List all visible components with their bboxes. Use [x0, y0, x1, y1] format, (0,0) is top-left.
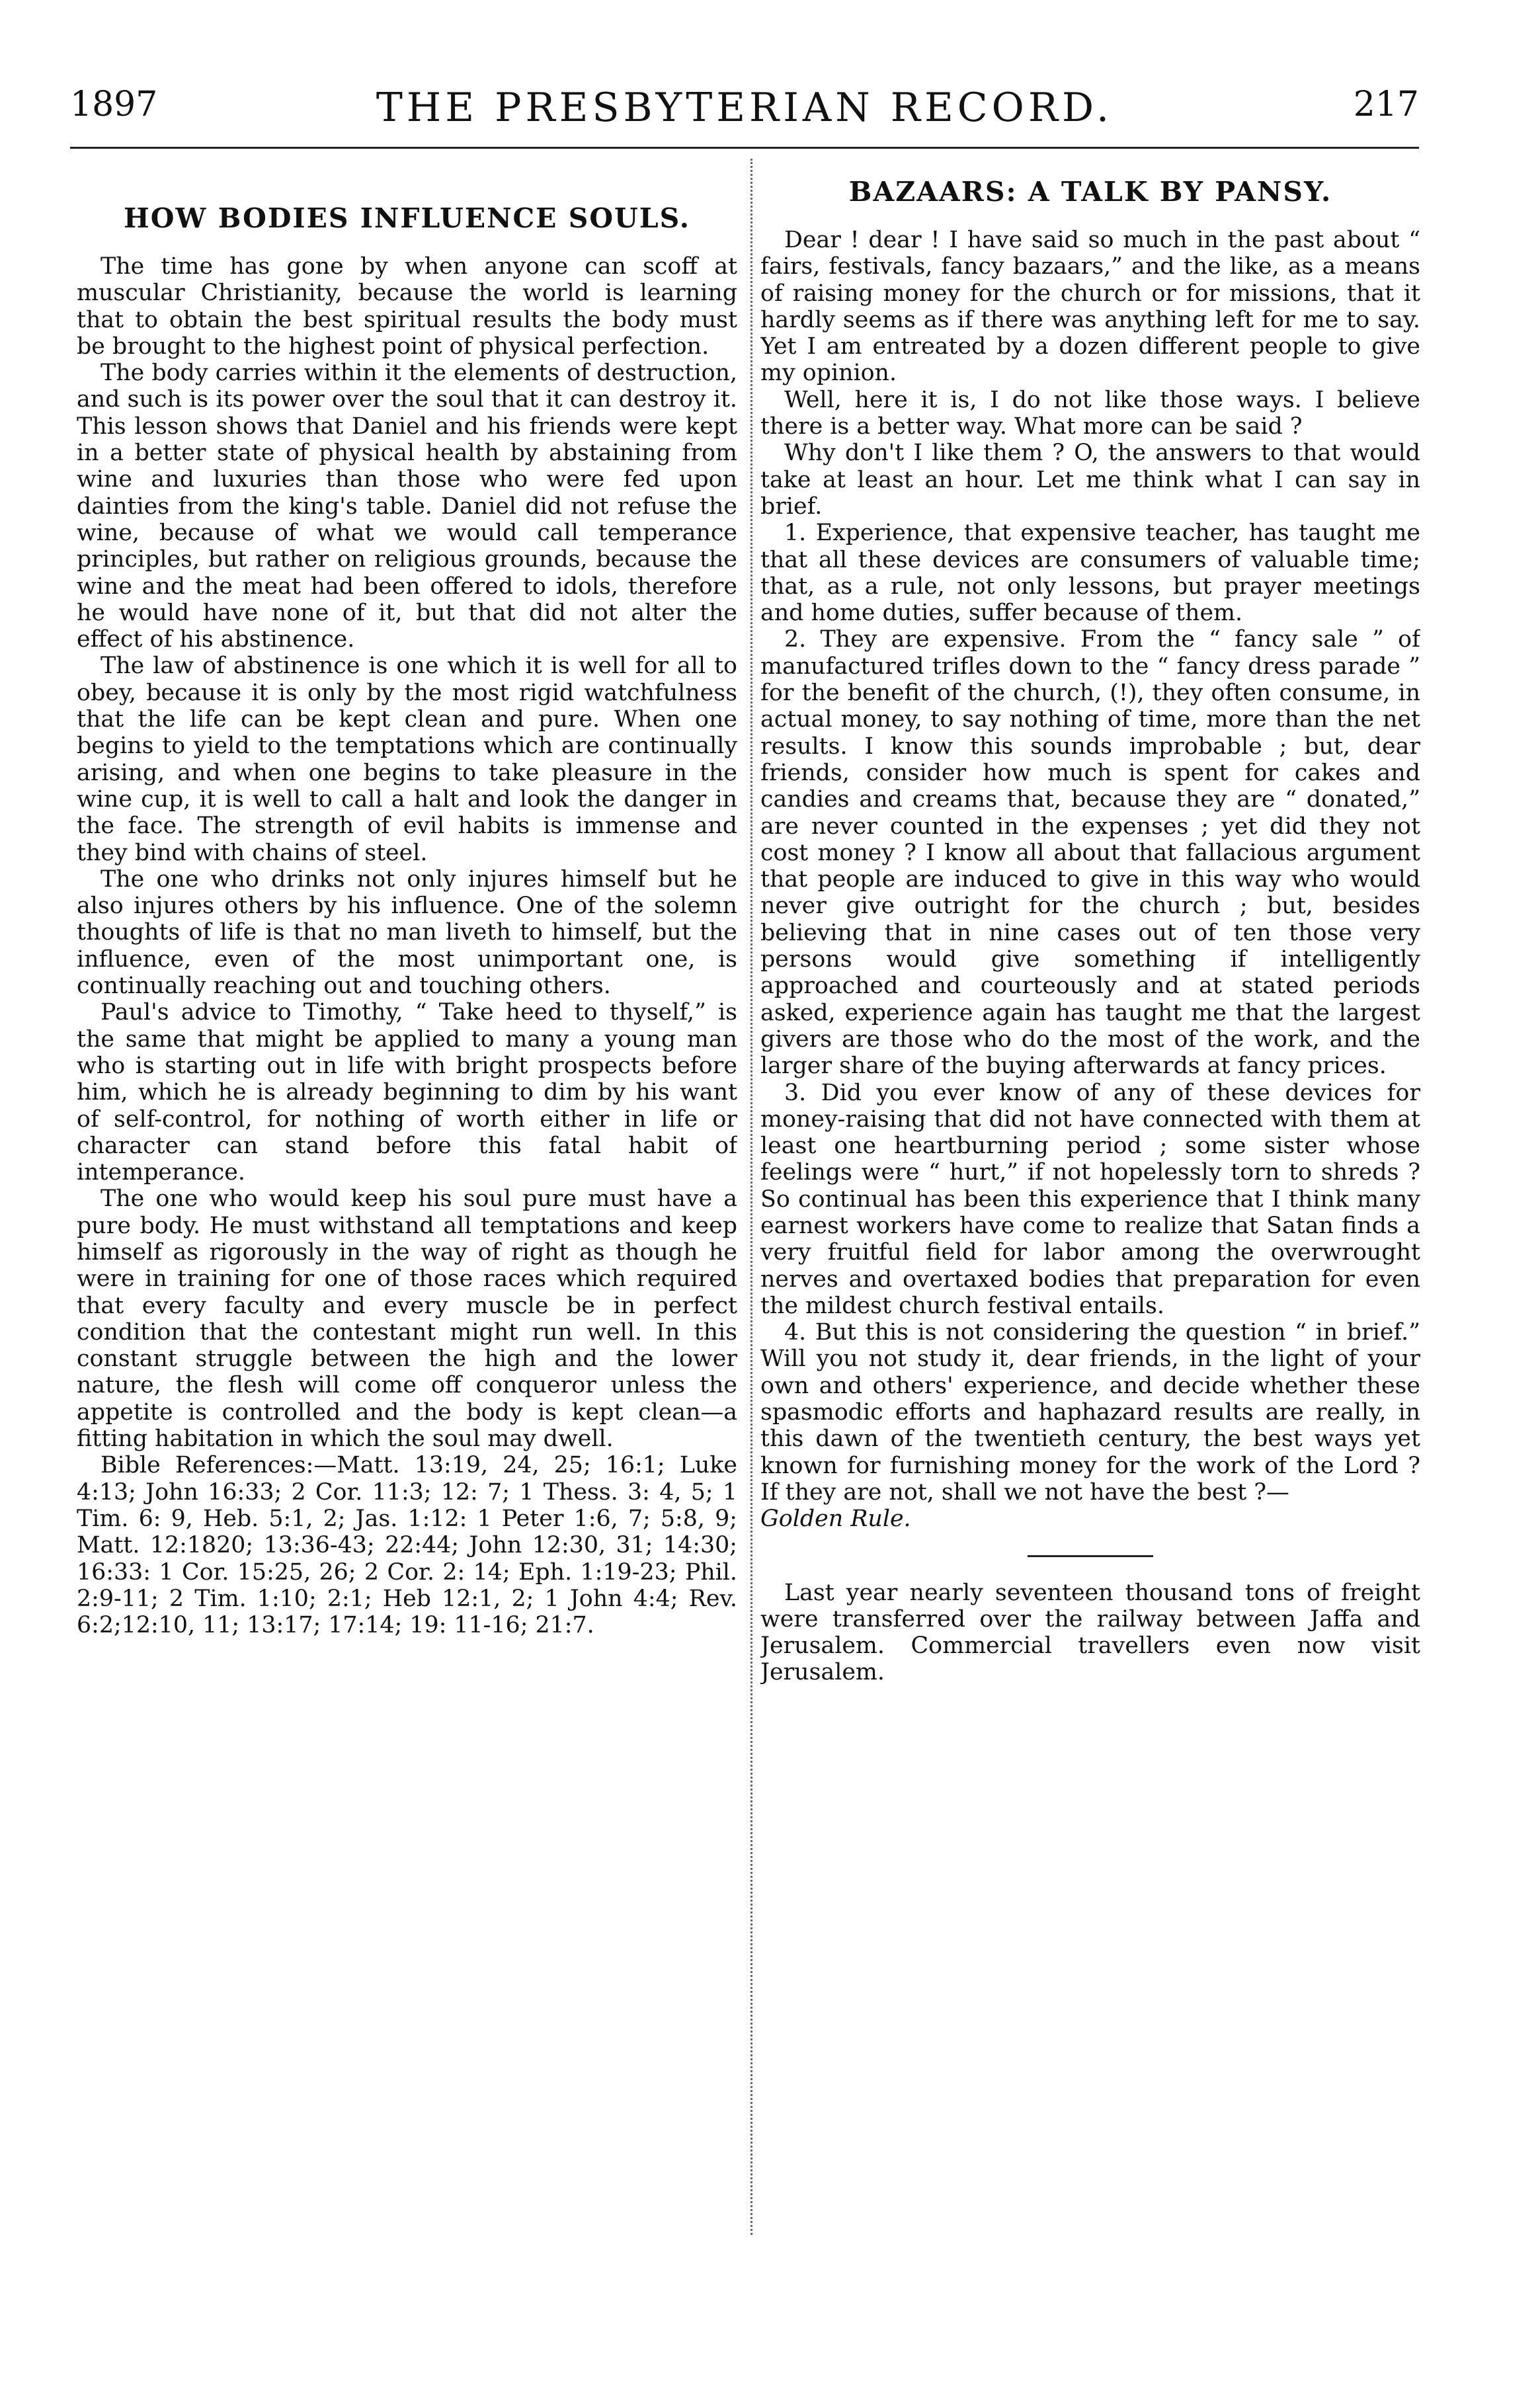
- article-paragraph: Why don't I like them ? O, the answers to that would take at least an hour. Let me think what I can say in brief.: [760, 440, 1420, 520]
- section-separator: [1028, 1555, 1153, 1557]
- left-column: [77, 175, 737, 2291]
- page-number: 217: [1353, 85, 1419, 124]
- news-note: Last year nearly seventeen thousand tons of freight were transferred over the railway between Jaffa and Jerusalem. Commercial travellers even now visit Jerusalem.: [760, 1579, 1420, 1686]
- bible-references: Bible References:—Matt. 13:19, 24, 25; 16:1; Luke 4:13; John 16:33; 2 Cor. 11:3; 12: 7; 1 Thess. 3: 4, 5; 1 Tim. 6: 9, Heb. 5:1, 2; Jas. 1:12: 1 Peter 1:6, 7; 5:8, 9; Matt. 12:1820; 13:36-43; 22:44; John 12:30, 31; 14:30; 16:33: 1 Cor. 15:25, 26; 2 Cor. 2: 14; Eph. 1:19-23; Phil. 2:9-11; 2 Tim. 1:10; 2:1; Heb 12:1, 2; 1 John 4:4; Rev. 6:2;12:10, 11; 13:17; 17:14; 19: 11-16; 21:7.: [77, 1452, 737, 1639]
- article-paragraph: The one who would keep his soul pure must have a pure body. He must withstand all temptations and keep himself as rigorously in the way of right as though he were in training for one of those races which required that every faculty and every muscle be in perfect condition that the contestant might run well. In this constant struggle between the high and the lower nature, the flesh will come off conqueror unless the appetite is controlled and the body is kept clean—a fitting habitation in which the soul may dwell.: [77, 1186, 737, 1453]
- header-rule: [70, 147, 1419, 149]
- article-paragraph: 2. They are expensive. From the “ fancy sale ” of manufactured trifles down to the “ fancy dress parade ” for the benefit of the church, (!), they often consume, in actual money, to say nothing of time, more than the net results. I know this sounds improbable ; but, dear friends, consider how much is spent for cakes and candies and creams that, because they are “ donated,” are never counted in the expenses ; yet did they not cost money ? I know all about that fallacious argument that people are induced to give in this way who would never give outright for the church ; but, besides believing that in nine cases out of ten those very persons would give something if intelligently approached and courteously and at stated periods asked, experience again has taught me that the largest givers are those who do the most of the work, and the larger share of the buying afterwards at fancy prices.: [760, 626, 1420, 1080]
- article-paragraph: Dear ! dear ! I have said so much in the past about “ fairs, festivals, fancy bazaars,” and the like, as a means of raising money for the church or for missions, that it hardly seems as if there was anything left for me to say. Yet I am entreated by a dozen different people to give my opinion.: [760, 227, 1420, 387]
- issue-year: 1897: [70, 85, 158, 124]
- article-paragraph: 4. But this is not considering the question “ in brief.” Will you not study it, dear friends, in the light of your own and others' experience, and decide whether these spasmodic efforts and haphazard results are really, in this dawn of the twentieth century, the best ways yet known for furnishing money for the work of the Lord ? If they are not, shall we not have the best ?—: [760, 1319, 1420, 1506]
- article-source: Golden Rule.: [760, 1506, 911, 1533]
- column-divider: [750, 159, 752, 2235]
- publication-title: THE PRESBYTERIAN RECORD.: [376, 85, 1114, 131]
- article-paragraph: The time has gone by when anyone can scoff at muscular Christianity, because the world is learning that to obtain the best spiritual results the body must be brought to the highest point of physical perfection.: [77, 253, 737, 360]
- article-paragraph: Paul's advice to Timothy, “ Take heed to thyself,” is the same that might be applied to many a young man who is starting out in life with bright prospects before him, which he is already beginning to dim by his want of self-control, for nothing of worth either in life or character can stand before this fatal habit of intemperance.: [77, 999, 737, 1186]
- article-title-bodies-souls: HOW BODIES INFLUENCE SOULS.: [123, 202, 691, 234]
- article-paragraph: The law of abstinence is one which it is well for all to obey, because it is only by the most rigid watchfulness that the life can be kept clean and pure. When one begins to yield to the temptations which are continually arising, and when one begins to take pleasure in the wine cup, it is well to call a halt and look the danger in the face. The strength of evil habits is immense and they bind with chains of steel.: [77, 653, 737, 866]
- article-paragraph: The one who drinks not only injures himself but he also injures others by his influence. One of the solemn thoughts of life is that no man liveth to himself, but the influence, even of the most unimportant one, is continually reaching out and touching others.: [77, 866, 737, 1000]
- article-title-bazaars: BAZAARS: A TALK BY PANSY.: [848, 176, 1332, 208]
- article-paragraph: 3. Did you ever know of any of these devices for money-raising that did not have connected with them at least one heartburning period ; some sister whose feelings were “ hurt,” if not hopelessly torn to shreds ? So continual has been this experience that I think many earnest workers have come to realize that Satan finds a very fruitful field for labor among the overwrought nerves and overtaxed bodies that preparation for even the mildest church festival entails.: [760, 1079, 1420, 1319]
- page-header: [70, 85, 1419, 138]
- right-column: [760, 175, 1420, 2291]
- article-paragraph: 1. Experience, that expensive teacher, has taught me that all these devices are consumers of valuable time; that, as a rule, not only lessons, but prayer meetings and home duties, suffer because of them.: [760, 520, 1420, 627]
- article-paragraph: Well, here it is, I do not like those ways. I believe there is a better way. What more can be said ?: [760, 386, 1420, 440]
- article-paragraph: The body carries within it the elements of destruction, and such is its power over the soul that it can destroy it. This lesson shows that Daniel and his friends were kept in a better state of physical health by abstaining from wine and luxuries than those who were fed upon dainties from the king's table. Daniel did not refuse the wine, because of what we would call temperance principles, but rather on religious grounds, because the wine and the meat had been offered to idols, therefore he would have none of it, but that did not alter the effect of his abstinence.: [77, 360, 737, 653]
